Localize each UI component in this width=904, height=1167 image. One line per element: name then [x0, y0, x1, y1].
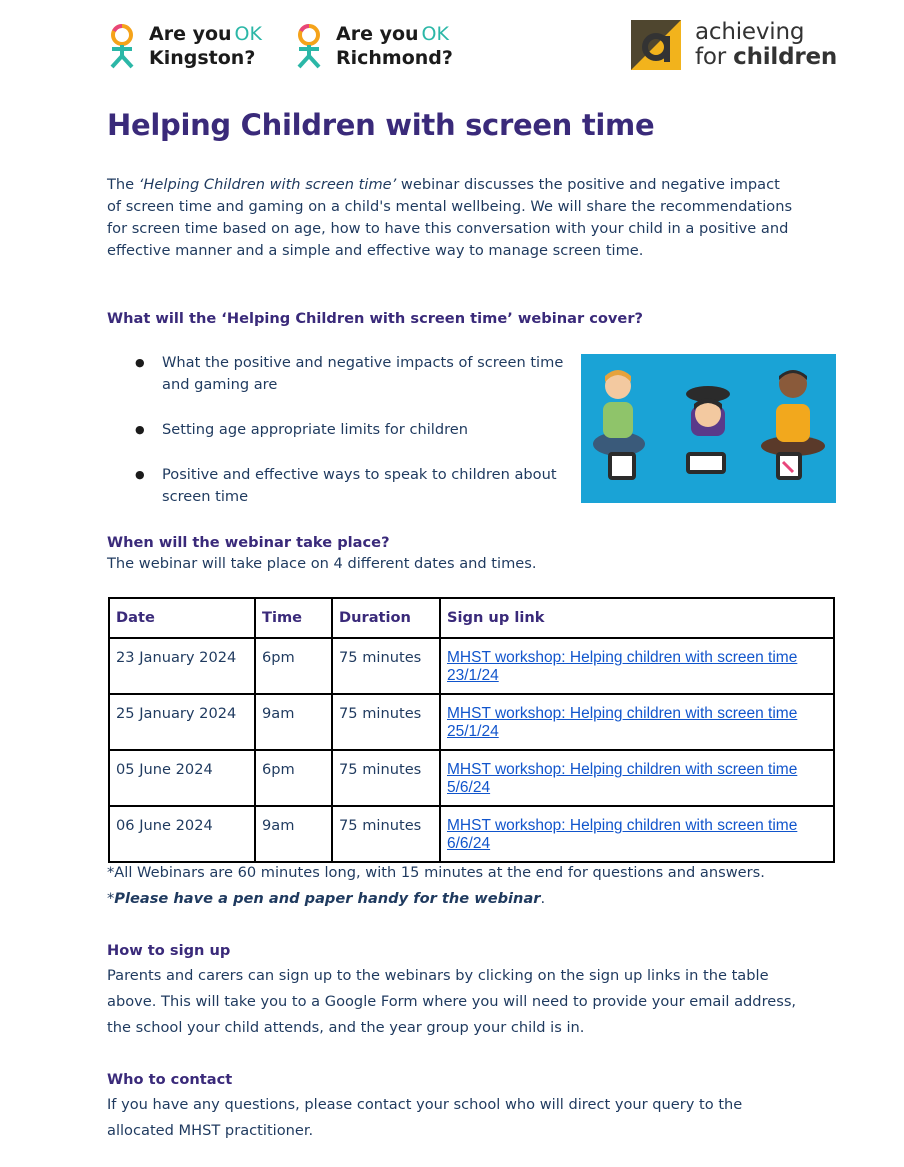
header-signup: Sign up link [440, 598, 834, 638]
signup-link[interactable]: MHST workshop: Helping children with screen time 5/6/24 [447, 761, 798, 796]
logo-line-1: Are you [149, 23, 232, 45]
cell-duration: 75 minutes [332, 750, 440, 806]
afc-mark-icon [631, 20, 681, 70]
table-row [109, 694, 834, 750]
afc-line-1: achieving [695, 19, 805, 45]
cell-date: 23 January 2024 [109, 638, 255, 694]
cell-link [440, 638, 834, 694]
logo-text [149, 22, 262, 70]
contact-heading: Who to contact [107, 1071, 233, 1088]
are-you-ok-richmond-logo [294, 22, 453, 70]
signup-link[interactable]: MHST workshop: Helping children with screen time 6/6/24 [447, 817, 798, 852]
logo-line-2: Kingston? [149, 47, 256, 69]
logo-line-1: Are you [336, 23, 419, 45]
note-star: * [107, 890, 115, 907]
webinar-schedule-table [108, 597, 835, 863]
table-row [109, 638, 834, 694]
pen-paper-note [107, 888, 545, 910]
note-italic: Please have a pen and paper handy for the webinar [114, 890, 541, 907]
intro-paragraph [107, 174, 797, 262]
duration-note: *All Webinars are 60 minutes long, with 15 minutes at the end for questions and answers. [107, 864, 765, 881]
signup-link[interactable]: MHST workshop: Helping children with screen time 23/1/24 [447, 649, 798, 684]
intro-pre: The [107, 176, 139, 193]
cell-link [440, 750, 834, 806]
cell-link [440, 694, 834, 750]
cell-duration: 75 minutes [332, 806, 440, 862]
afc-line-2a: for [695, 44, 734, 70]
cell-date: 25 January 2024 [109, 694, 255, 750]
cell-duration: 75 minutes [332, 694, 440, 750]
person-icon [107, 23, 137, 69]
logo-text [336, 22, 453, 70]
list-item: ● Positive and effective ways to speak to children about screen time [135, 464, 575, 508]
header-duration: Duration [332, 598, 440, 638]
intro-italic: ‘Helping Children with screen time’ [138, 176, 397, 193]
signup-heading: How to sign up [107, 942, 231, 959]
table-row [109, 750, 834, 806]
when-text: The webinar will take place on 4 different dates and times. [107, 555, 537, 572]
table-row [109, 806, 834, 862]
cell-duration: 75 minutes [332, 638, 440, 694]
cell-date: 05 June 2024 [109, 750, 255, 806]
table-header-row [109, 598, 834, 638]
achieving-for-children-logo [631, 20, 837, 70]
header-time: Time [255, 598, 332, 638]
afc-logo-text [695, 20, 837, 70]
cell-time: 6pm [255, 638, 332, 694]
cover-heading: What will the ‘Helping Children with screen time’ webinar cover? [107, 310, 643, 327]
children-with-tablets-illustration [581, 354, 836, 503]
cell-date: 06 June 2024 [109, 806, 255, 862]
intro-post: webinar discusses the positive and negative impact of screen time and gaming on a child's mental wellbeing. We will share the recommendations for screen time based on age, how to have this conversation with your child in a positive and effective manner and a simple and effective way to manage screen time. [107, 176, 793, 259]
list-item: ● Setting age appropriate limits for children [135, 419, 575, 441]
cell-time: 9am [255, 806, 332, 862]
when-heading: When will the webinar take place? [107, 534, 390, 551]
logo-line-2: Richmond? [336, 47, 453, 69]
logo-ok: OK [234, 23, 262, 45]
contact-text: If you have any questions, please contact your school who will direct your query to the allocated MHST practitioner. [107, 1096, 743, 1139]
list-item: ● What the positive and negative impacts of screen time and gaming are [135, 352, 575, 396]
signup-text: Parents and carers can sign up to the webinars by clicking on the sign up links in the table above. This will take you to a Google Form where you will need to provide your email address, the school your child attends, and the year group your child is in. [107, 967, 797, 1036]
cell-link [440, 806, 834, 862]
signup-link[interactable]: MHST workshop: Helping children with screen time 25/1/24 [447, 705, 798, 740]
logo-ok: OK [421, 23, 449, 45]
cover-bullet-list [135, 352, 575, 531]
person-icon [294, 23, 324, 69]
afc-line-2b: children [733, 44, 838, 70]
are-you-ok-kingston-logo [107, 22, 262, 70]
header-date: Date [109, 598, 255, 638]
cell-time: 6pm [255, 750, 332, 806]
cell-time: 9am [255, 694, 332, 750]
note-end: . [540, 890, 546, 907]
page-title: Helping Children with screen time [107, 108, 655, 142]
